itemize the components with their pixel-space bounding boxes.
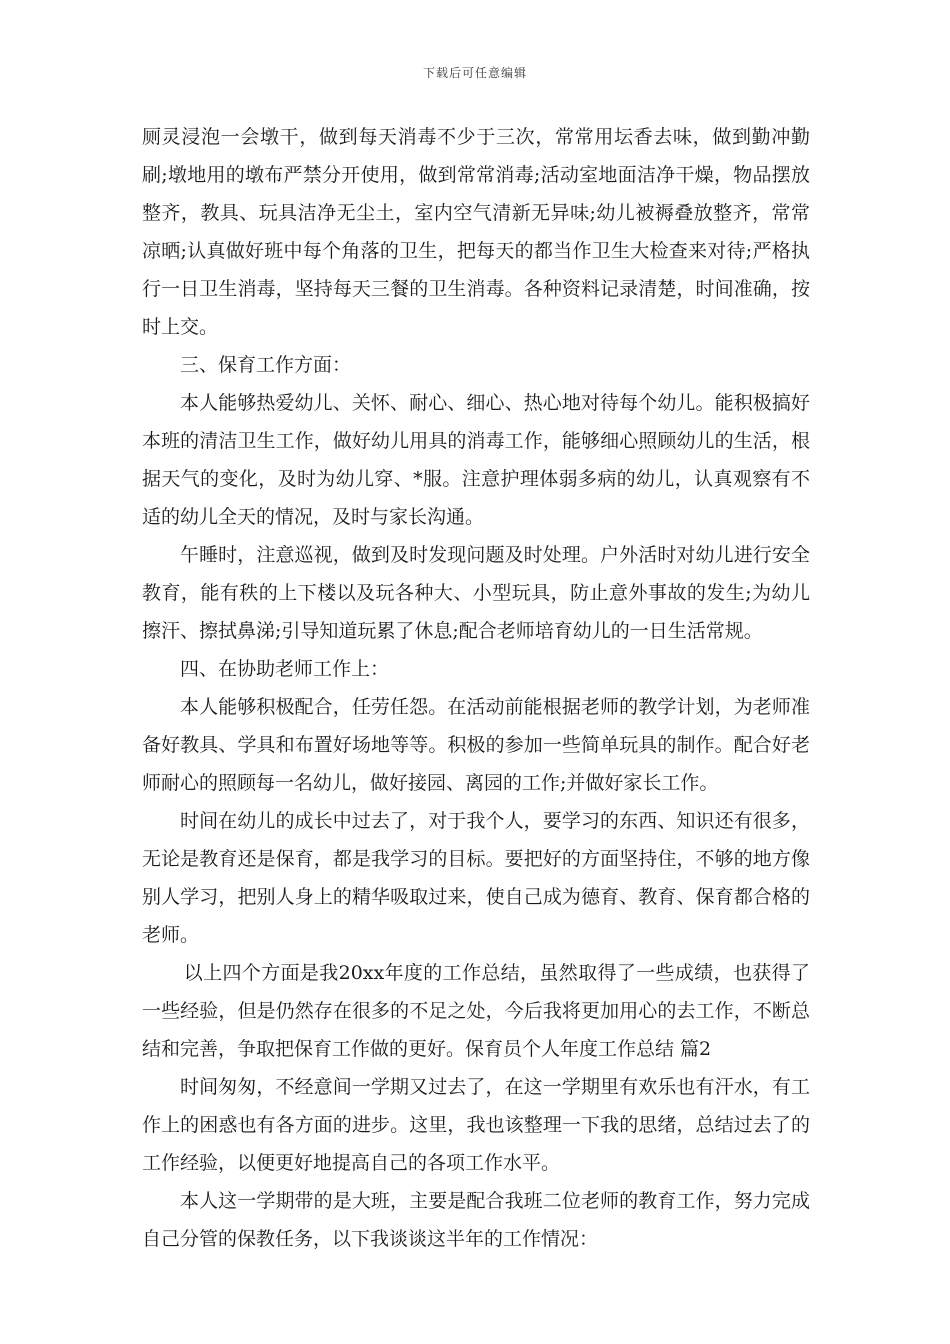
paragraph: 午睡时，注意巡视，做到及时发现问题及时处理。户外活时对幼儿进行安全教育，能有秩的上下楼以及玩各种大、小型玩具，防止意外事故的发生;为幼儿擦汗、擦拭鼻涕;引导知道玩累了休息;配合老师培育幼儿的一日生活常规。 <box>142 544 810 642</box>
paragraph: 本人这一学期带的是大班，主要是配合我班二位老师的教育工作，努力完成自己分管的保教任务，以下我谈谈这半年的工作情况： <box>142 1190 810 1250</box>
section-heading: 四、在协助老师工作上： <box>180 658 390 680</box>
paragraph: 本人能够积极配合，任劳任怨。在活动前能根据老师的教学计划，为老师准备好教具、学具和布置好场地等等。积极的参加一些简单玩具的制作。配合好老师耐心的照顾每一名幼儿，做好接园、离园的工作;并做好家长工作。 <box>142 696 810 794</box>
document-body <box>142 118 810 1258</box>
paragraph: 厕灵浸泡一会墩干，做到每天消毒不少于三次，常常用坛香去味，做到勤冲勤刷;墩地用的墩布严禁分开使用，做到常常消毒;活动室地面洁净干燥，物品摆放整齐，教具、玩具洁净无尘土，室内空气清新无异味;幼儿被褥叠放整齐，常常凉晒;认真做好班中每个角落的卫生，把每天的都当作卫生大检查来对待;严格执行一日卫生消毒，坚持每天三餐的卫生消毒。各种资料记录清楚，时间准确，按时上交。 <box>142 126 810 338</box>
page-header: 下载后可任意编辑 <box>422 66 527 80</box>
paragraph: 以上四个方面是我20xx年度的工作总结，虽然取得了一些成绩，也获得了一些经验，但是仍然存在很多的不足之处，今后我将更加用心的去工作，不断总结和完善，争取把保育工作做的更好。保育员个人年度工作总结 篇2 <box>142 962 810 1060</box>
section-heading: 三、保育工作方面： <box>180 354 352 376</box>
paragraph: 时间匆匆，不经意间一学期又过去了，在这一学期里有欢乐也有汗水，有工作上的困惑也有各方面的进步。这里，我也该整理一下我的思绪，总结过去了的工作经验，以便更好地提高自己的各项工作水平。 <box>142 1076 810 1174</box>
paragraph: 本人能够热爱幼儿、关怀、耐心、细心、热心地对待每个幼儿。能积极搞好本班的清洁卫生工作，做好幼儿用具的消毒工作，能够细心照顾幼儿的生活，根据天气的变化，及时为幼儿穿、*服。注意护理体弱多病的幼儿，认真观察有不适的幼儿全天的情况，及时与家长沟通。 <box>142 392 810 528</box>
paragraph: 时间在幼儿的成长中过去了，对于我个人，要学习的东西、知识还有很多，无论是教育还是保育，都是我学习的目标。要把好的方面坚持住，不够的地方像别人学习，把别人身上的精华吸取过来，使自己成为德育、教育、保育都合格的老师。 <box>142 810 810 946</box>
